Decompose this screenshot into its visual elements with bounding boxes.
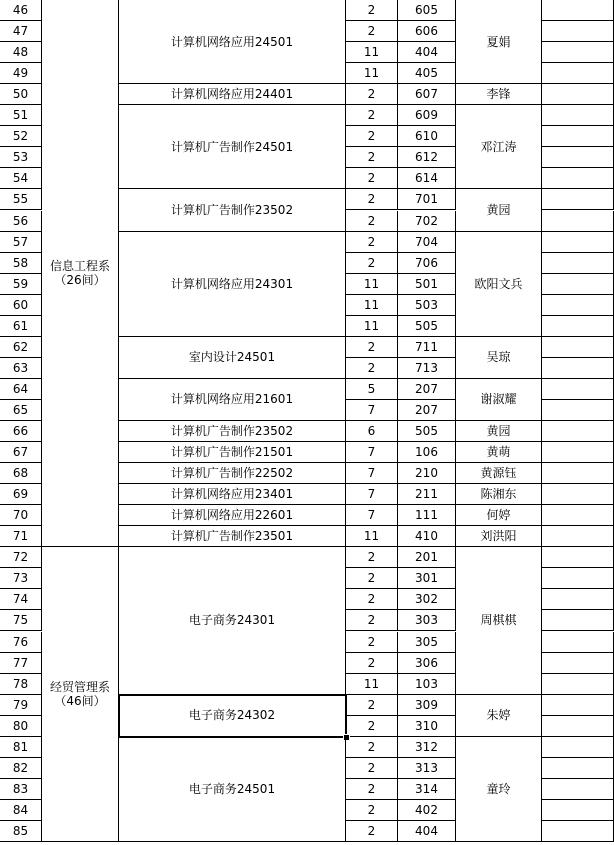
student-count-cell[interactable]: 2: [346, 189, 398, 210]
teacher-name-cell[interactable]: 朱婷: [456, 695, 542, 737]
student-count-cell[interactable]: 2: [346, 358, 398, 379]
room-number-cell[interactable]: 111: [398, 505, 456, 526]
room-number-cell[interactable]: 701: [398, 189, 456, 210]
room-number-cell[interactable]: 711: [398, 337, 456, 358]
teacher-name-cell[interactable]: 周棋棋: [456, 547, 542, 694]
student-count-cell[interactable]: 2: [346, 800, 398, 821]
room-number-cell[interactable]: 301: [398, 568, 456, 589]
row-number-cell[interactable]: 51: [0, 105, 42, 126]
department-room-total: （46间）: [54, 694, 106, 709]
room-number-cell[interactable]: 405: [398, 63, 456, 84]
student-count-cell[interactable]: 7: [346, 505, 398, 526]
room-number-cell[interactable]: 306: [398, 653, 456, 674]
class-name-cell[interactable]: 计算机广告制作23501: [119, 526, 346, 547]
row-number-cell[interactable]: 80: [0, 716, 42, 737]
empty-cell[interactable]: [542, 105, 614, 126]
empty-cell[interactable]: [542, 189, 614, 210]
empty-cell[interactable]: [542, 610, 614, 631]
row-number-cell[interactable]: 68: [0, 463, 42, 484]
row-number-cell[interactable]: 58: [0, 253, 42, 274]
room-number-cell[interactable]: 706: [398, 253, 456, 274]
room-number-cell[interactable]: 210: [398, 463, 456, 484]
student-count-cell[interactable]: 11: [346, 274, 398, 295]
class-name-cell[interactable]: 计算机网络应用24501: [119, 0, 346, 84]
row-number-cell[interactable]: 71: [0, 526, 42, 547]
empty-cell[interactable]: [542, 758, 614, 779]
room-number-cell[interactable]: 106: [398, 442, 456, 463]
empty-cell[interactable]: [542, 589, 614, 610]
department-name: 信息工程系: [49, 259, 110, 274]
teacher-name-cell[interactable]: 李锋: [456, 84, 542, 105]
empty-cell[interactable]: [542, 274, 614, 295]
row-number-cell[interactable]: 81: [0, 737, 42, 758]
empty-cell[interactable]: [542, 421, 614, 442]
empty-cell[interactable]: [542, 632, 614, 653]
row-number-cell[interactable]: 61: [0, 316, 42, 337]
student-count-cell[interactable]: 7: [346, 484, 398, 505]
room-number-cell[interactable]: 305: [398, 632, 456, 653]
room-number-cell[interactable]: 303: [398, 610, 456, 631]
teacher-name-cell[interactable]: 陈湘东: [456, 484, 542, 505]
student-count-cell[interactable]: 2: [346, 168, 398, 189]
student-count-cell[interactable]: 2: [346, 21, 398, 42]
room-number-cell[interactable]: 612: [398, 147, 456, 168]
student-count-cell[interactable]: 2: [346, 779, 398, 800]
department-room-total: （26间）: [54, 273, 106, 288]
student-count-cell[interactable]: 7: [346, 463, 398, 484]
empty-cell[interactable]: [542, 232, 614, 253]
row-number-cell[interactable]: 50: [0, 84, 42, 105]
teacher-name-cell[interactable]: 黄园: [456, 421, 542, 442]
room-number-cell[interactable]: 610: [398, 126, 456, 147]
row-number-cell[interactable]: 53: [0, 147, 42, 168]
room-number-cell[interactable]: 404: [398, 42, 456, 63]
room-number-cell[interactable]: 606: [398, 21, 456, 42]
room-number-cell[interactable]: 314: [398, 779, 456, 800]
room-number-cell[interactable]: 312: [398, 737, 456, 758]
student-count-cell[interactable]: 2: [346, 232, 398, 253]
room-number-cell[interactable]: 302: [398, 589, 456, 610]
empty-cell[interactable]: [542, 779, 614, 800]
student-count-cell[interactable]: 11: [346, 316, 398, 337]
empty-cell[interactable]: [542, 442, 614, 463]
student-count-cell[interactable]: 2: [346, 211, 398, 232]
student-count-cell[interactable]: 6: [346, 421, 398, 442]
empty-cell[interactable]: [542, 526, 614, 547]
teacher-name-cell[interactable]: 吴琼: [456, 337, 542, 379]
row-number-cell[interactable]: 54: [0, 168, 42, 189]
class-name-cell[interactable]: 计算机广告制作24501: [119, 105, 346, 189]
student-count-cell[interactable]: 2: [346, 0, 398, 21]
teacher-name-cell[interactable]: 欧阳文兵: [456, 232, 542, 337]
class-name-cell[interactable]: 计算机网络应用21601: [119, 379, 346, 421]
room-number-cell[interactable]: 503: [398, 295, 456, 316]
row-number-cell[interactable]: 62: [0, 337, 42, 358]
teacher-name-cell[interactable]: 谢淑耀: [456, 379, 542, 421]
empty-cell[interactable]: [542, 737, 614, 758]
empty-cell[interactable]: [542, 400, 614, 421]
class-name-cell[interactable]: 计算机网络应用24301: [119, 232, 346, 337]
row-number-cell[interactable]: 49: [0, 63, 42, 84]
room-number-cell[interactable]: 609: [398, 105, 456, 126]
student-count-cell[interactable]: 2: [346, 695, 398, 716]
row-number-cell[interactable]: 55: [0, 189, 42, 210]
student-count-cell[interactable]: 2: [346, 253, 398, 274]
teacher-name-cell[interactable]: 黄园: [456, 189, 542, 231]
student-count-cell[interactable]: 11: [346, 42, 398, 63]
teacher-name-cell[interactable]: 黄源钰: [456, 463, 542, 484]
student-count-cell[interactable]: 11: [346, 295, 398, 316]
empty-cell[interactable]: [542, 337, 614, 358]
student-count-cell[interactable]: 2: [346, 147, 398, 168]
room-number-cell[interactable]: 505: [398, 316, 456, 337]
class-name-cell[interactable]: 室内设计24501: [119, 337, 346, 379]
row-number-cell[interactable]: 83: [0, 779, 42, 800]
row-number-cell[interactable]: 64: [0, 379, 42, 400]
class-name-cell[interactable]: 计算机广告制作22502: [119, 463, 346, 484]
department-name: 经贸管理系: [49, 680, 110, 695]
class-name-cell[interactable]: 计算机网络应用24401: [119, 84, 346, 105]
empty-cell[interactable]: [542, 147, 614, 168]
student-count-cell[interactable]: 2: [346, 716, 398, 737]
room-number-cell[interactable]: 702: [398, 211, 456, 232]
room-number-cell[interactable]: 211: [398, 484, 456, 505]
department-cell[interactable]: [42, 0, 119, 547]
student-count-cell[interactable]: 7: [346, 442, 398, 463]
room-number-cell[interactable]: 402: [398, 800, 456, 821]
teacher-name-cell[interactable]: 刘洪阳: [456, 526, 542, 547]
row-number-cell[interactable]: 84: [0, 800, 42, 821]
row-number-cell[interactable]: 77: [0, 653, 42, 674]
empty-cell[interactable]: [542, 505, 614, 526]
empty-cell[interactable]: [542, 568, 614, 589]
room-number-cell[interactable]: 605: [398, 0, 456, 21]
student-count-cell[interactable]: 2: [346, 568, 398, 589]
class-name-cell[interactable]: 计算机广告制作23502: [119, 189, 346, 231]
empty-cell[interactable]: [542, 0, 614, 21]
student-count-cell[interactable]: 11: [346, 674, 398, 695]
empty-cell[interactable]: [542, 358, 614, 379]
room-number-cell[interactable]: 404: [398, 821, 456, 842]
row-number-cell[interactable]: 65: [0, 400, 42, 421]
room-number-cell[interactable]: 713: [398, 358, 456, 379]
empty-cell[interactable]: [542, 253, 614, 274]
student-count-cell[interactable]: 2: [346, 821, 398, 842]
class-name-cell[interactable]: 电子商务24301: [119, 547, 346, 694]
room-number-cell[interactable]: 704: [398, 232, 456, 253]
row-number-cell[interactable]: 78: [0, 674, 42, 695]
teacher-name-cell[interactable]: 夏娟: [456, 0, 542, 84]
room-number-cell[interactable]: 410: [398, 526, 456, 547]
row-number-cell[interactable]: 46: [0, 0, 42, 21]
row-number-cell[interactable]: 70: [0, 505, 42, 526]
student-count-cell[interactable]: 2: [346, 105, 398, 126]
row-number-cell[interactable]: 59: [0, 274, 42, 295]
student-count-cell[interactable]: 7: [346, 400, 398, 421]
empty-cell[interactable]: [542, 316, 614, 337]
row-number-cell[interactable]: 52: [0, 126, 42, 147]
department-cell[interactable]: [42, 547, 119, 842]
empty-cell[interactable]: [542, 547, 614, 568]
teacher-name-cell[interactable]: 童玲: [456, 737, 542, 842]
room-number-cell[interactable]: 207: [398, 400, 456, 421]
teacher-name-cell[interactable]: 邓江涛: [456, 105, 542, 189]
student-count-cell[interactable]: 2: [346, 589, 398, 610]
class-name-cell[interactable]: 电子商务24501: [119, 737, 346, 842]
room-number-cell[interactable]: 501: [398, 274, 456, 295]
room-number-cell[interactable]: 607: [398, 84, 456, 105]
teacher-name-cell[interactable]: 黄萌: [456, 442, 542, 463]
empty-cell[interactable]: [542, 800, 614, 821]
room-number-cell[interactable]: 201: [398, 547, 456, 568]
row-number-cell[interactable]: 56: [0, 211, 42, 232]
row-number-cell[interactable]: 75: [0, 610, 42, 631]
student-count-cell[interactable]: 2: [346, 653, 398, 674]
room-number-cell[interactable]: 309: [398, 695, 456, 716]
student-count-cell[interactable]: 5: [346, 379, 398, 400]
room-number-cell[interactable]: 505: [398, 421, 456, 442]
student-count-cell[interactable]: 11: [346, 526, 398, 547]
teacher-name-cell[interactable]: 何婷: [456, 505, 542, 526]
empty-cell[interactable]: [542, 126, 614, 147]
empty-cell[interactable]: [542, 211, 614, 232]
class-name-cell[interactable]: 电子商务24302: [119, 695, 346, 737]
row-number-cell[interactable]: 79: [0, 695, 42, 716]
student-count-cell[interactable]: 2: [346, 126, 398, 147]
row-number-cell[interactable]: 57: [0, 232, 42, 253]
student-count-cell[interactable]: 2: [346, 84, 398, 105]
room-number-cell[interactable]: 103: [398, 674, 456, 695]
empty-cell[interactable]: [542, 63, 614, 84]
room-number-cell[interactable]: 614: [398, 168, 456, 189]
row-number-cell[interactable]: 47: [0, 21, 42, 42]
student-count-cell[interactable]: 2: [346, 632, 398, 653]
row-number-cell[interactable]: 69: [0, 484, 42, 505]
class-name-cell[interactable]: 计算机网络应用22601: [119, 505, 346, 526]
row-number-cell[interactable]: 63: [0, 358, 42, 379]
empty-cell[interactable]: [542, 695, 614, 716]
empty-cell[interactable]: [542, 653, 614, 674]
row-number-cell[interactable]: 60: [0, 295, 42, 316]
student-count-cell[interactable]: 2: [346, 610, 398, 631]
row-number-cell[interactable]: 66: [0, 421, 42, 442]
room-number-cell[interactable]: 313: [398, 758, 456, 779]
empty-cell[interactable]: [542, 674, 614, 695]
student-count-cell[interactable]: 2: [346, 547, 398, 568]
empty-cell[interactable]: [542, 379, 614, 400]
row-number-cell[interactable]: 48: [0, 42, 42, 63]
student-count-cell[interactable]: 2: [346, 737, 398, 758]
row-number-cell[interactable]: 67: [0, 442, 42, 463]
room-number-cell[interactable]: 310: [398, 716, 456, 737]
room-number-cell[interactable]: 207: [398, 379, 456, 400]
row-number-cell[interactable]: 72: [0, 547, 42, 568]
empty-cell[interactable]: [542, 295, 614, 316]
empty-cell[interactable]: [542, 21, 614, 42]
row-number-cell[interactable]: 76: [0, 632, 42, 653]
empty-cell[interactable]: [542, 168, 614, 189]
row-number-cell[interactable]: 74: [0, 589, 42, 610]
row-number-cell[interactable]: 85: [0, 821, 42, 842]
row-number-cell[interactable]: 82: [0, 758, 42, 779]
class-name-cell[interactable]: 计算机网络应用23401: [119, 484, 346, 505]
empty-cell[interactable]: [542, 821, 614, 842]
student-count-cell[interactable]: 2: [346, 758, 398, 779]
empty-cell[interactable]: [542, 84, 614, 105]
empty-cell[interactable]: [542, 463, 614, 484]
empty-cell[interactable]: [542, 716, 614, 737]
row-number-cell[interactable]: 73: [0, 568, 42, 589]
empty-cell[interactable]: [542, 484, 614, 505]
class-name-cell[interactable]: 计算机广告制作23502: [119, 421, 346, 442]
student-count-cell[interactable]: 11: [346, 63, 398, 84]
student-count-cell[interactable]: 2: [346, 337, 398, 358]
class-name-cell[interactable]: 计算机广告制作21501: [119, 442, 346, 463]
empty-cell[interactable]: [542, 42, 614, 63]
